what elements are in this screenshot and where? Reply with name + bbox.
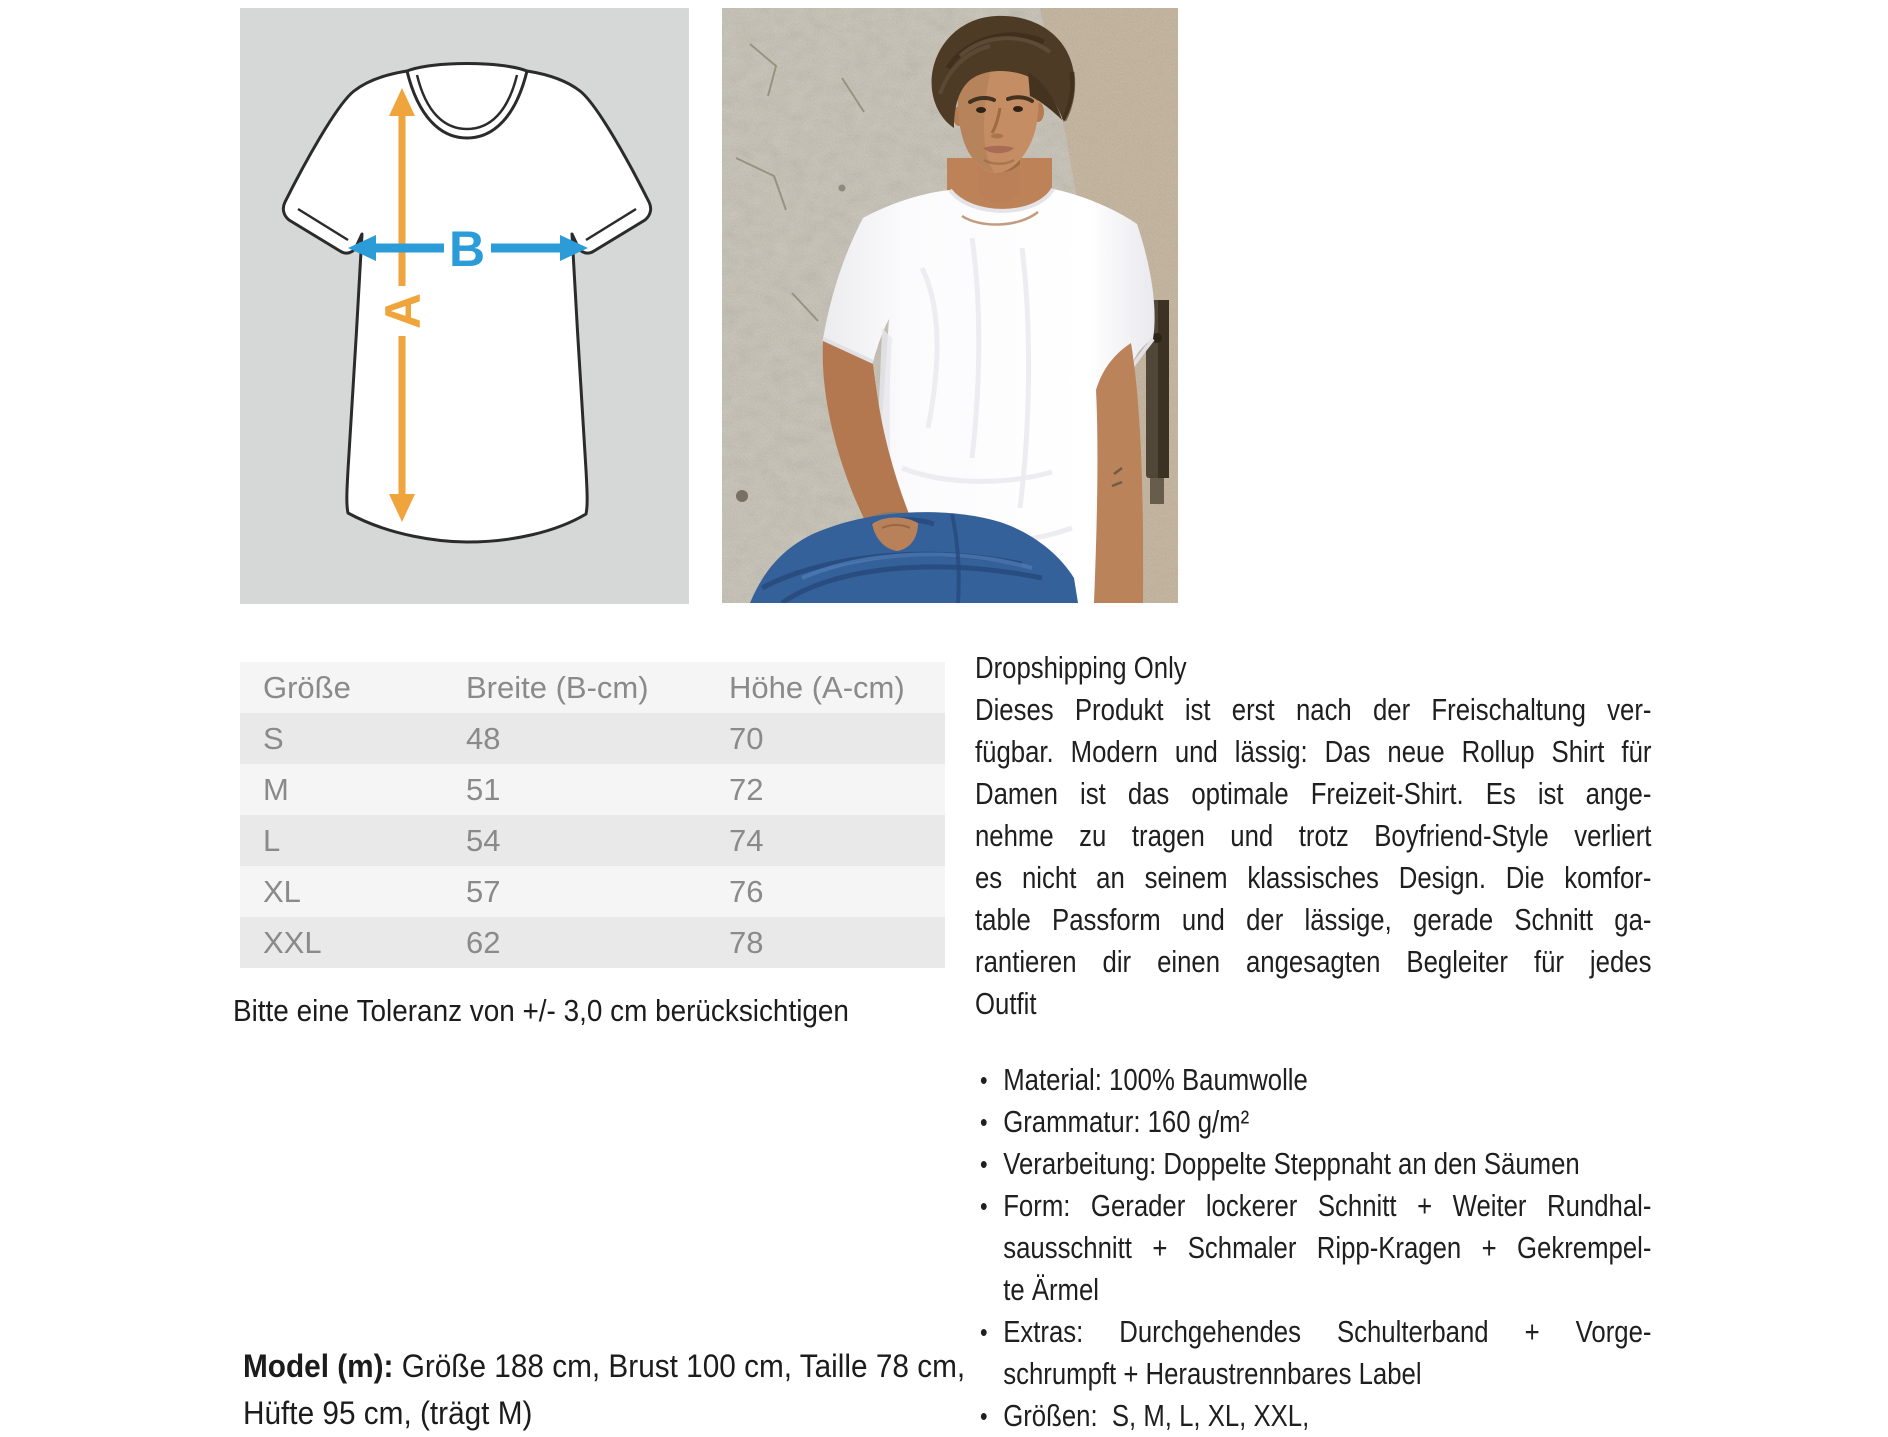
bullet-icon: • [979, 1401, 988, 1431]
description-line: schrumpft + Heraustrennbares Label [1003, 1356, 1422, 1391]
value-cell: 48 [466, 721, 501, 756]
tshirt-measure-illustration [240, 8, 689, 604]
description-paragraph [975, 647, 1651, 1025]
tshirt-outline [283, 64, 650, 543]
size-cell: M [263, 772, 289, 807]
feature-item [975, 1143, 1651, 1185]
model-note-measurements: Größe 188 cm, Brust 100 cm, Taille 78 cm, [393, 1348, 966, 1384]
value-cell: 78 [729, 925, 764, 960]
value-cell: 76 [729, 874, 764, 909]
feature-item [975, 1395, 1651, 1437]
feature-item [975, 1059, 1651, 1101]
size-table [240, 662, 945, 968]
description-line: Extras: Durchgehendes Schulterband + Vorge- [1003, 1314, 1652, 1349]
size-diagram [240, 8, 689, 604]
value-cell: 70 [729, 721, 764, 756]
model-note-line1 [243, 1343, 965, 1390]
size-cell: S [263, 721, 284, 756]
description-line: Damen ist das optimale Freizeit-Shirt. Es ist ange- [975, 776, 1652, 811]
bullet-icon: • [979, 1065, 988, 1095]
table-row [240, 764, 945, 815]
bullet-icon: • [979, 1317, 988, 1347]
description-line: table Passform und der lässige, gerade Schnitt ga- [975, 902, 1652, 937]
description-line: Dieses Produkt ist erst nach der Freischaltung ver- [975, 692, 1652, 727]
size-table-header [240, 662, 945, 713]
value-cell: 74 [729, 823, 764, 858]
bullet-icon: • [979, 1149, 988, 1179]
value-cell: 51 [466, 772, 501, 807]
table-row [240, 866, 945, 917]
table-row [240, 713, 945, 764]
model-note [243, 1343, 965, 1437]
description-line: sausschnitt + Schmaler Ripp-Kragen + Gekrempel- [1003, 1230, 1652, 1265]
value-cell: 57 [466, 874, 501, 909]
description-line: Grammatur: 160 g/m² [1003, 1104, 1250, 1139]
value-cell: 54 [466, 823, 501, 858]
bullet-icon: • [979, 1191, 988, 1221]
description-line: Outfit [975, 986, 1037, 1021]
bullet-icon: • [979, 1107, 988, 1137]
measure-label-b: B [448, 221, 486, 277]
model-photo-illustration [722, 8, 1178, 603]
description-line: nehme zu tragen und trotz Boyfriend-Style verliert [975, 818, 1652, 853]
description-line: fügbar. Modern und lässig: Das neue Rollup Shirt für [975, 734, 1652, 769]
feature-item [975, 1185, 1651, 1311]
description-line: Form: Gerader lockerer Schnitt + Weiter Rundhal- [1003, 1188, 1652, 1223]
column-header: Höhe (A-cm) [729, 670, 905, 705]
description-line: Dropshipping Only [975, 650, 1187, 685]
size-cell: XXL [263, 925, 322, 960]
table-row [240, 917, 945, 968]
model-note-line2: Hüfte 95 cm, (trägt M) [243, 1395, 533, 1431]
description-line: te Ärmel [1003, 1272, 1100, 1307]
description-line: Größen: S, M, L, XL, XXL, [1003, 1398, 1310, 1433]
tolerance-note: Bitte eine Toleranz von +/- 3,0 cm berücksichtigen [233, 993, 849, 1028]
column-header: Größe [263, 670, 351, 705]
value-cell: 62 [466, 925, 501, 960]
product-description [975, 647, 1805, 1437]
description-line: rantieren dir einen angesagten Begleiter für jedes [975, 944, 1652, 979]
feature-item [975, 1101, 1651, 1143]
table-row [240, 815, 945, 866]
feature-list [975, 1059, 1651, 1437]
model-note-label: Model (m): [243, 1348, 394, 1384]
description-line: Verarbeitung: Doppelte Steppnaht an den Säumen [1003, 1146, 1580, 1181]
size-table-body [240, 713, 945, 968]
model-photo [722, 8, 1178, 603]
column-header: Breite (B-cm) [466, 670, 649, 705]
size-cell: L [263, 823, 281, 858]
description-line: es nicht an seinem klassisches Design. Die komfor- [975, 860, 1652, 895]
value-cell: 72 [729, 772, 764, 807]
description-line: Material: 100% Baumwolle [1003, 1062, 1308, 1097]
size-cell: XL [263, 874, 301, 909]
measure-label-a: A [375, 292, 431, 330]
feature-item [975, 1311, 1651, 1395]
